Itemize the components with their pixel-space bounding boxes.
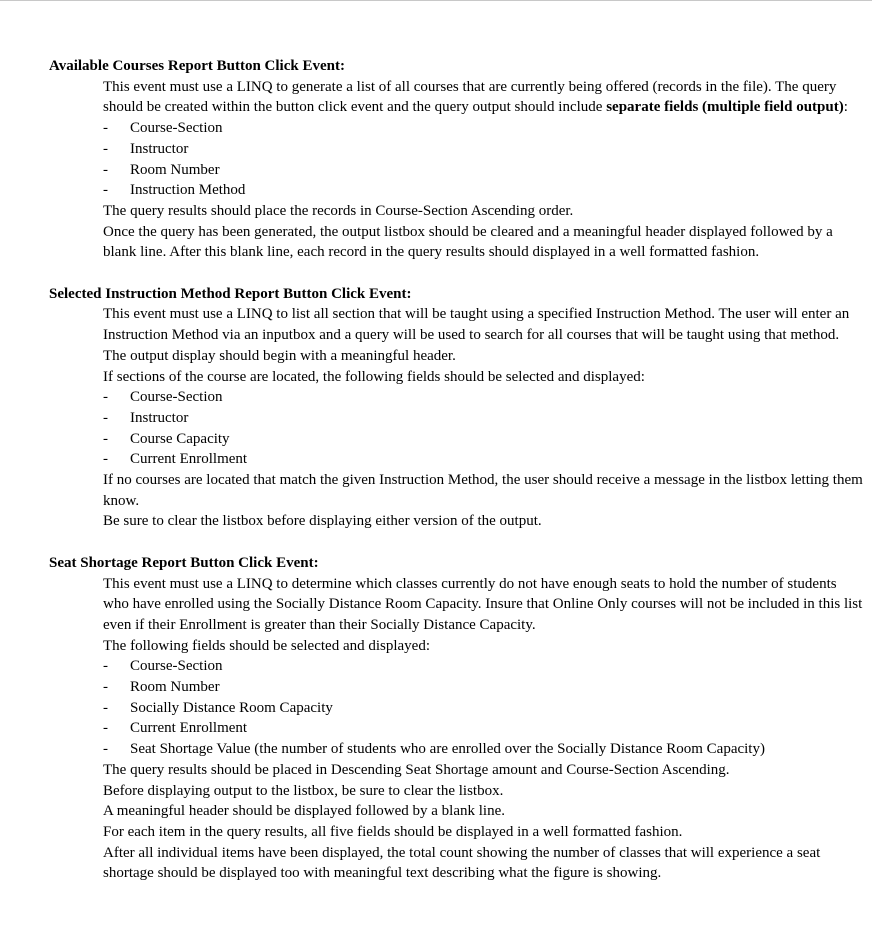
dash-bullet: - (103, 741, 108, 758)
dash-bullet: - (103, 409, 108, 426)
dash-bullet: - (103, 161, 108, 178)
paragraph: Be sure to clear the listbox before displaying either version of the output. (103, 513, 542, 530)
list-item (103, 139, 863, 160)
section-seat-shortage (49, 553, 872, 884)
intro-paragraph (103, 77, 863, 118)
paragraph: Once the query has been generated, the output listbox should be cleared and a meaningful header displayed followed by a blank line. After this blank line, each record in the query results should displayed in a well formatted fashion. (103, 223, 833, 261)
dash-bullet: - (103, 658, 108, 675)
section-heading: Seat Shortage Report Button Click Event: (49, 554, 319, 571)
field-label: Current Enrollment (130, 451, 248, 468)
section-available-courses (49, 56, 872, 263)
field-label: Instructor (130, 140, 189, 157)
field-label: Seat Shortage Value (the number of students who are enrolled over the Socially Distance Room Capacity) (130, 741, 765, 758)
field-label: Course Capacity (130, 430, 230, 447)
intro-text-end: : (843, 99, 848, 116)
field-label: Course-Section (130, 658, 223, 675)
paragraph: After all individual items have been displayed, the total count showing the number of classes that will experience a seat shortage should be displayed too with meaningful text describing what the figure is showing. (103, 844, 821, 882)
dash-bullet: - (103, 430, 108, 447)
section-heading: Selected Instruction Method Report Button Click Event: (49, 285, 412, 302)
list-item (103, 429, 863, 450)
field-label: Socially Distance Room Capacity (130, 699, 333, 716)
field-label: Room Number (130, 679, 220, 696)
list-item (103, 739, 863, 760)
paragraph: The output display should begin with a meaningful header. (103, 347, 456, 364)
dash-bullet: - (103, 389, 108, 406)
field-label: Instruction Method (130, 182, 246, 199)
field-label: Current Enrollment (130, 720, 248, 737)
section-instruction-method (49, 284, 872, 532)
section-body (49, 574, 863, 885)
section-body (49, 304, 863, 532)
dash-bullet: - (103, 699, 108, 716)
list-item (103, 698, 863, 719)
field-label: Room Number (130, 161, 220, 178)
dash-bullet: - (103, 679, 108, 696)
section-heading: Available Courses Report Button Click Event: (49, 58, 345, 74)
dash-bullet: - (103, 182, 108, 199)
paragraph: The following fields should be selected and displayed: (103, 637, 431, 654)
list-item (103, 408, 863, 429)
paragraph: If sections of the course are located, the following fields should be selected and displayed: (103, 368, 645, 385)
list-item (103, 677, 863, 698)
field-label: Course-Section (130, 389, 223, 406)
paragraph: This event must use a LINQ to list all section that will be taught using a specified Instruction Method. The user will enter an Instruction Method via an inputbox and a query will be used to search for all courses that will be taught using that method. (103, 306, 850, 344)
intro-bold-text: separate fields (multiple field output) (606, 99, 844, 116)
dash-bullet: - (103, 140, 108, 157)
dash-bullet: - (103, 120, 108, 137)
intro-text: This event must use a LINQ to generate a list of all courses that are currently being offered (records in the file). The query should be created within the button click event and the query output should include (103, 78, 837, 116)
field-label: Instructor (130, 409, 189, 426)
paragraph: The query results should place the records in Course-Section Ascending order. (103, 202, 574, 219)
paragraph: This event must use a LINQ to determine which classes currently do not have enough seats to hold the number of students who have enrolled using the Socially Distance Room Capacity. Insure that Online Only courses will not be included in this list even if their Enrollment is greater than their Socially Distance Capacity. (103, 575, 863, 633)
paragraph: Before displaying output to the listbox, be sure to clear the listbox. (103, 782, 504, 799)
paragraph: A meaningful header should be displayed followed by a blank line. (103, 803, 505, 820)
list-item (103, 449, 863, 470)
dash-bullet: - (103, 451, 108, 468)
paragraph: If no courses are located that match the given Instruction Method, the user should receive a message in the listbox letting them know. (103, 472, 863, 509)
field-list (103, 387, 863, 470)
field-list (103, 118, 863, 201)
field-list (103, 656, 863, 760)
document-page (0, 1, 872, 884)
field-label: Course-Section (130, 120, 223, 137)
section-body (49, 77, 863, 263)
list-item (103, 387, 863, 408)
list-item (103, 160, 863, 181)
paragraph: The query results should be placed in Descending Seat Shortage amount and Course-Section Ascending. (103, 761, 730, 778)
dash-bullet: - (103, 720, 108, 737)
list-item (103, 718, 863, 739)
paragraph: For each item in the query results, all five fields should be displayed in a well formatted fashion. (103, 823, 683, 840)
list-item (103, 180, 863, 201)
list-item (103, 118, 863, 139)
list-item (103, 656, 863, 677)
